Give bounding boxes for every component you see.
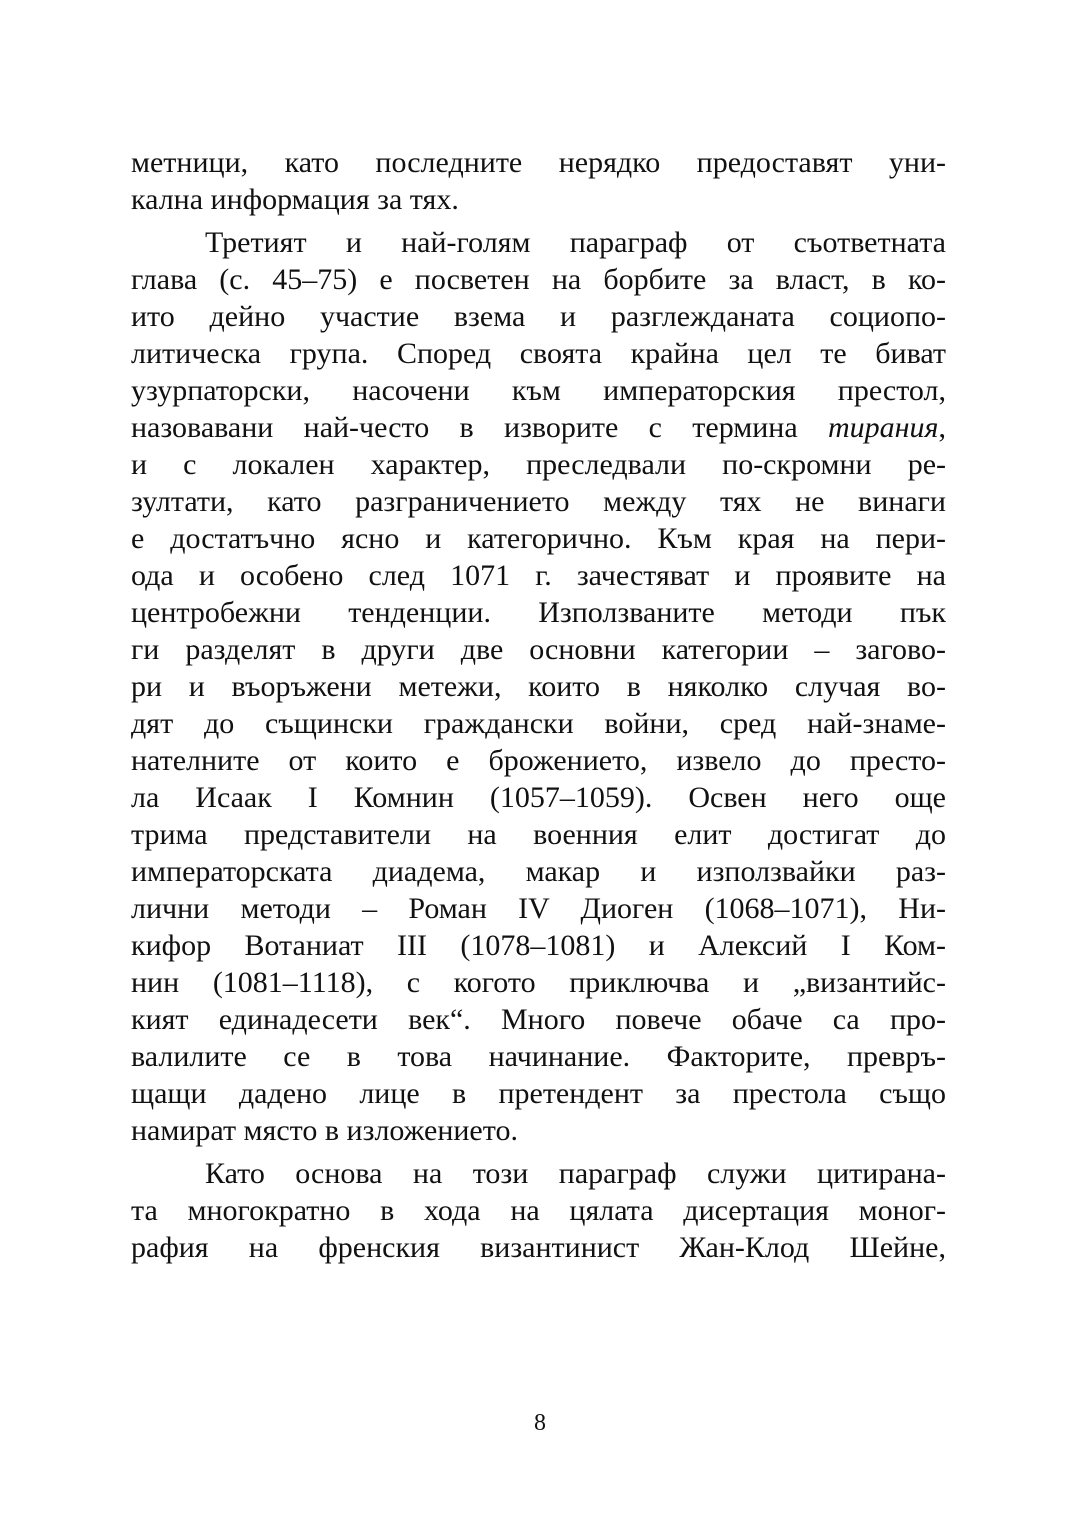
text-line: и с локален характер, преследвали по-скромни ре- (131, 448, 946, 481)
text-line: метници, като последните нерядко предоставят уни- (131, 146, 946, 179)
text-line: ито дейно участие взема и разглежданата социопо- (131, 300, 946, 333)
text-line: ги разделят в други две основни категории – загово- (131, 633, 946, 666)
text-line: валилите се в това начинание. Факторите, превръ- (131, 1040, 946, 1073)
text-line: щащи дадено лице в претендент за престола също (131, 1077, 946, 1110)
text-line: намират място в изложението. (131, 1114, 518, 1147)
text-line: зултати, като разграничението между тях не винаги (131, 485, 946, 518)
text-line: ода и особено след 1071 г. зачестяват и проявите на (131, 559, 946, 592)
text-line: е достатъчно ясно и категорично. Към края на пери- (131, 522, 946, 555)
text-line: кифор Вотаниат III (1078–1081) и Алексий I Ком- (131, 929, 946, 962)
text-line: глава (с. 45–75) е посветен на борбите за власт, в ко- (131, 263, 946, 296)
text-line: узурпаторски, насочени към императорския престол, (131, 374, 946, 407)
italic-term: тирания (828, 411, 939, 444)
text-line: рафия на френския византинист Жан-Клод Шейне, (131, 1231, 946, 1264)
text-segment: , (938, 411, 946, 444)
text-line: кална информация за тях. (131, 183, 459, 216)
page-number: 8 (534, 1410, 546, 1436)
page-body-text (131, 144, 946, 1266)
text-line: кият единадесети век“. Много повече обаче са про- (131, 1003, 946, 1036)
text-line: дят до същински граждански войни, сред най-знаме- (131, 707, 946, 740)
paragraph-start-line: Третият и най-голям параграф от съответната (205, 226, 946, 259)
text-line: нин (1081–1118), с когото приключва и „византийс- (131, 966, 946, 999)
text-line: литическа група. Според своята крайна цел те биват (131, 337, 946, 370)
text-line: ла Исаак I Комнин (1057–1059). Освен него още (131, 781, 946, 814)
text-line: лични методи – Роман IV Диоген (1068–1071), Ни- (131, 892, 946, 925)
text-line: та многократно в хода на цялата дисертация моног- (131, 1194, 946, 1227)
text-line: центробежни тенденции. Използваните методи пък (131, 596, 946, 629)
text-line: ри и въоръжени метежи, които в няколко случая во- (131, 670, 946, 703)
paragraph-start-line: Като основа на този параграф служи цитирана- (205, 1157, 946, 1190)
text-line (131, 409, 946, 446)
text-line: императорската диадема, макар и използвайки раз- (131, 855, 946, 888)
text-line: нателните от които е брожението, извело до престо- (131, 744, 946, 777)
text-segment: назовавани най-често в изворите с термина (131, 411, 828, 444)
text-line: трима представители на военния елит достигат до (131, 818, 946, 851)
